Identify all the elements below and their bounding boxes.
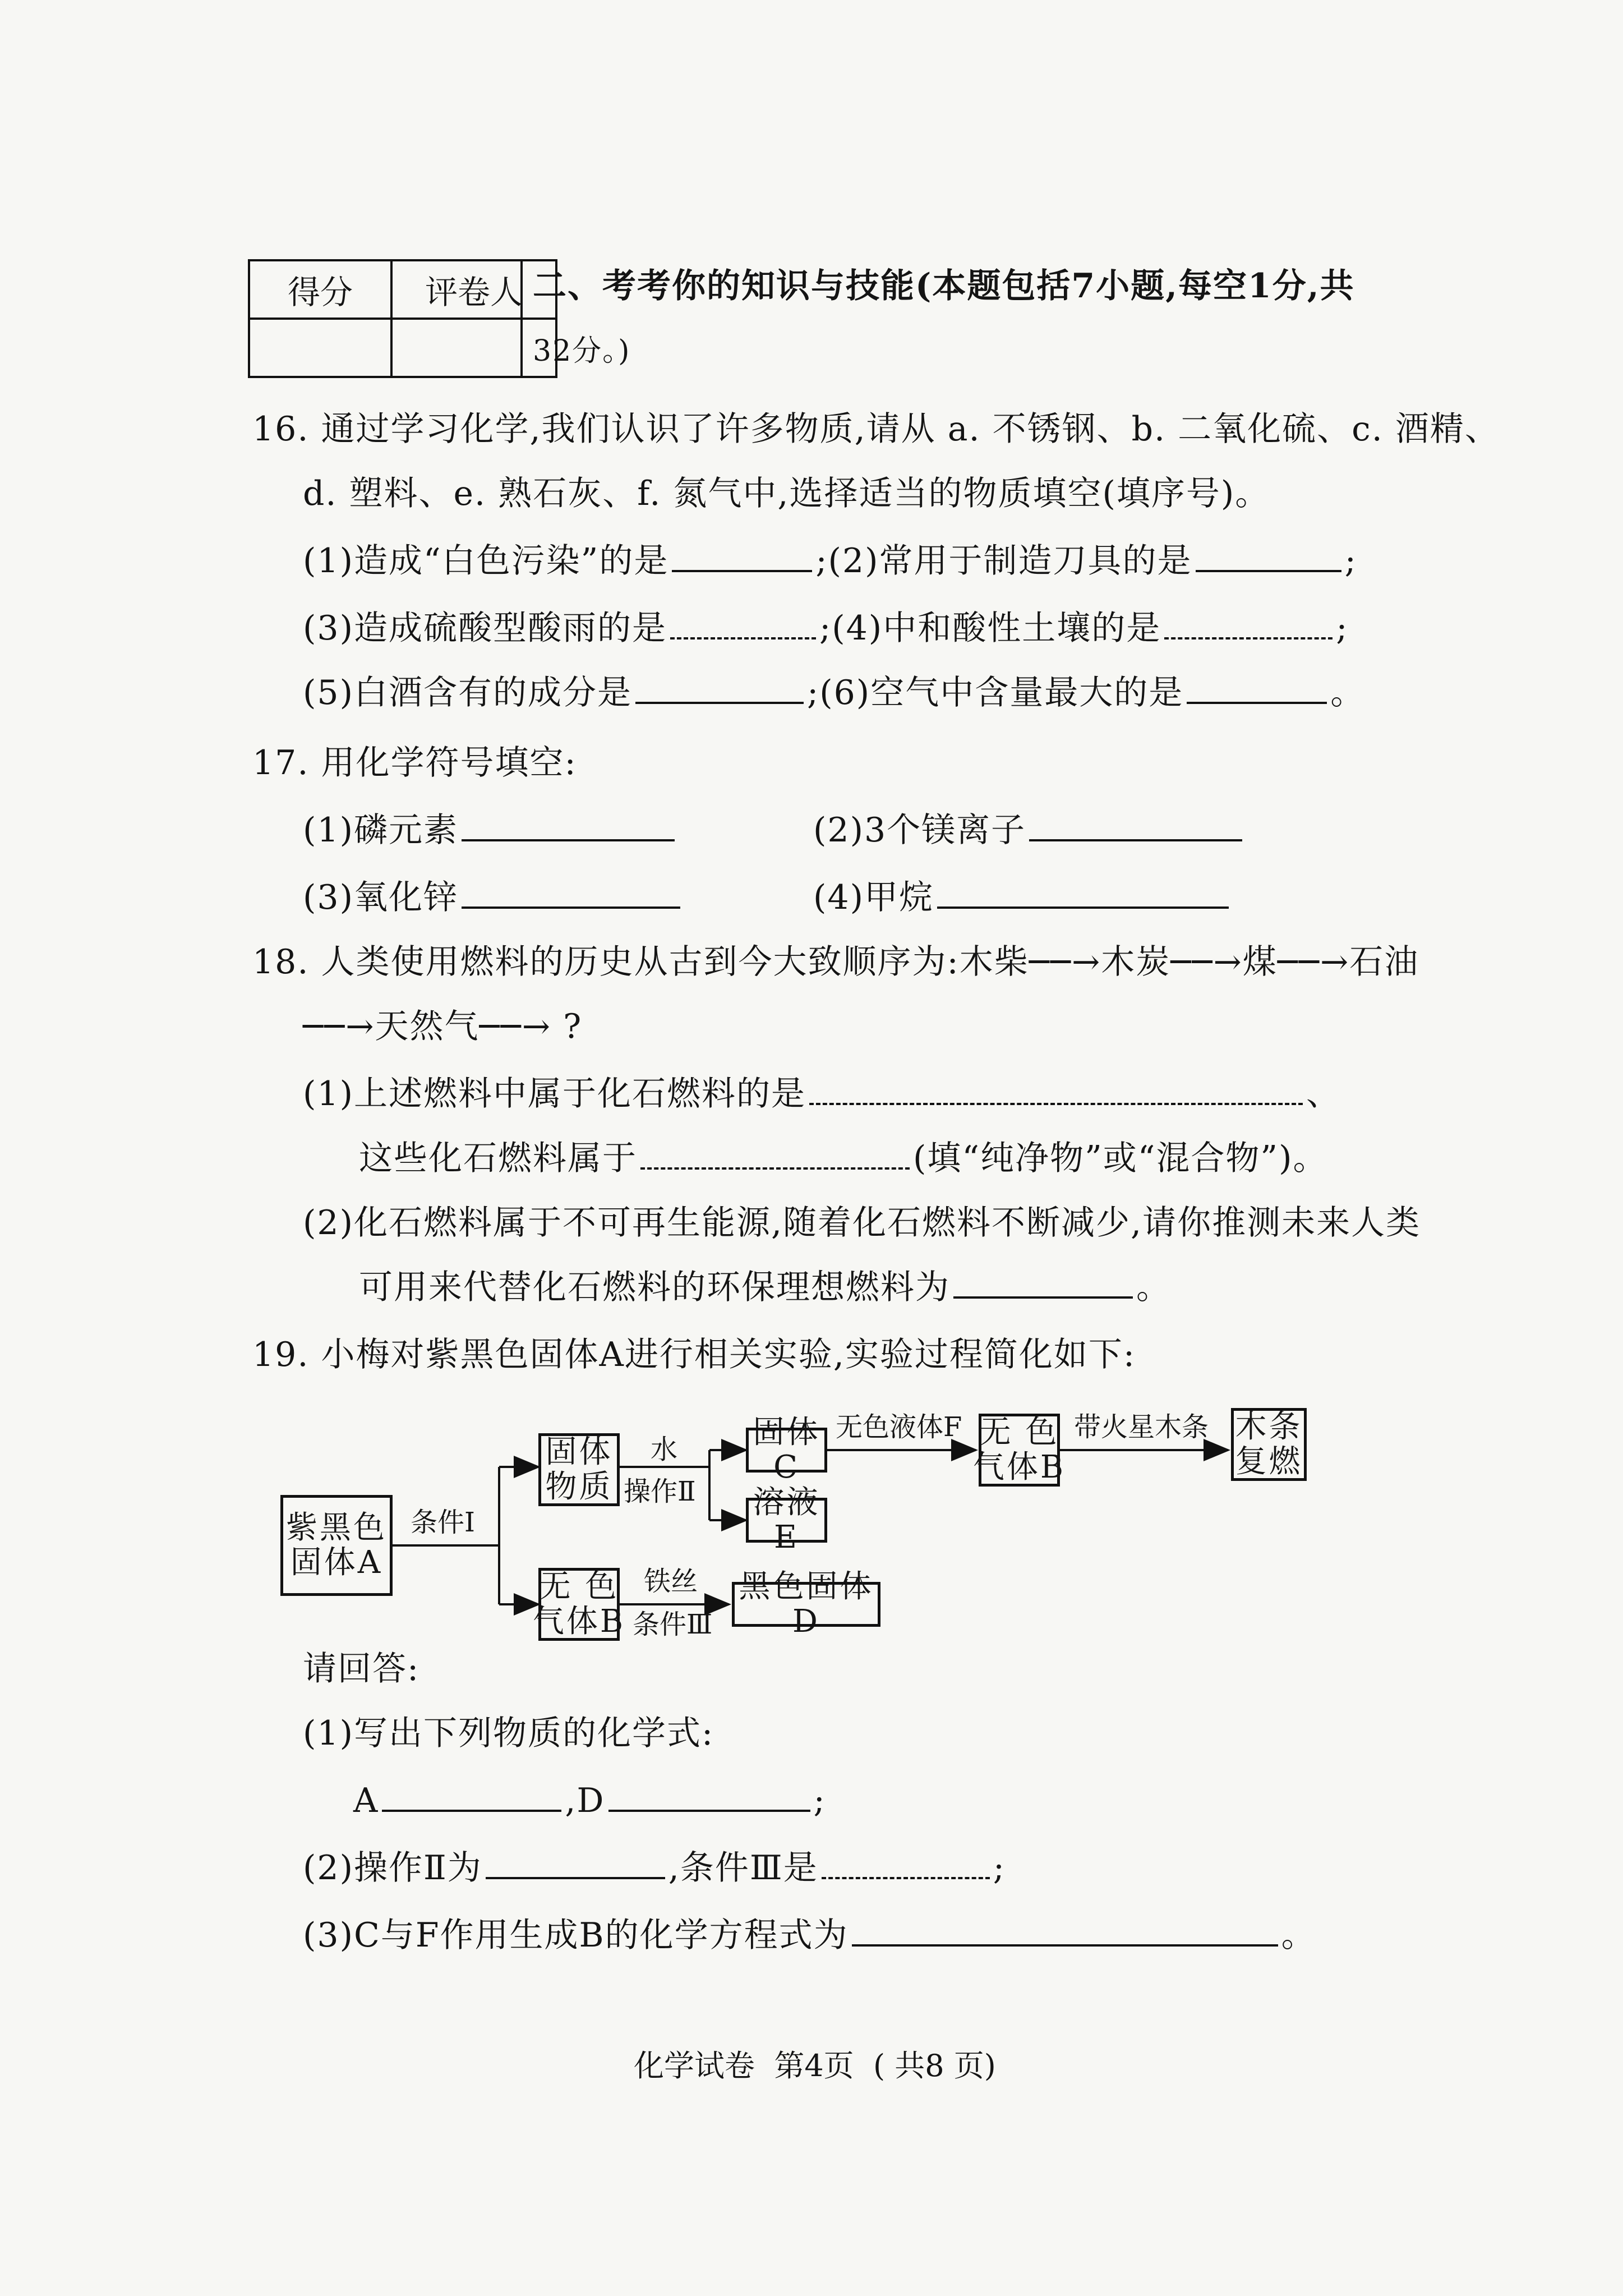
q19-part2a: (2)操作Ⅱ为: [303, 1848, 482, 1888]
flow-box-relight: 木条 复燃: [1231, 1408, 1307, 1481]
flow-box-b-top: 无 色 气体B: [972, 1414, 1066, 1485]
answer-blank[interactable]: [852, 1940, 1278, 1947]
section-title-cont: 32分。): [533, 334, 631, 368]
q17-part1: (1)磷元素: [303, 811, 458, 850]
q16-part6: ;(6)空气中含量最大的是: [807, 673, 1184, 712]
flow-label-spark: 带火星木条: [1074, 1411, 1209, 1443]
punct: ;: [813, 1781, 826, 1820]
q19-part2b: ,条件Ⅲ是: [668, 1848, 818, 1888]
flow-label-cond3: 条件Ⅲ: [633, 1609, 713, 1640]
q17-part2: (2)3个镁离子: [813, 811, 1026, 850]
q18-stem: 18. 人类使用燃料的历史从古到今大致顺序为:木柴──→木炭──→煤──→石油: [252, 942, 1419, 982]
punct: 。: [1136, 1268, 1171, 1307]
q17-part3: (3)氧化锌: [303, 878, 458, 917]
punct: 、: [1306, 1074, 1341, 1114]
answer-blank[interactable]: [382, 1805, 561, 1812]
q19-d-label: ,D: [565, 1781, 605, 1820]
q16-part3: (3)造成硫酸型酸雨的是: [303, 609, 667, 648]
flow-label-f: 无色液体F: [836, 1411, 962, 1443]
q16-stem: 16. 通过学习化学,我们认识了许多物质,请从 a. 不锈钢、b. 二氧化硫、c. 酒精、: [252, 409, 1500, 449]
q18-row2: (2)化石燃料属于不可再生能源,随着化石燃料不断减少,请你推测未来人类: [303, 1203, 1421, 1243]
punct: ;: [993, 1848, 1006, 1888]
q19-part1: (1)写出下列物质的化学式:: [303, 1714, 714, 1753]
section-title: 二、考考你的知识与技能(本题包括7小题,每空1分,共: [533, 266, 1355, 306]
punct: 。: [1330, 673, 1366, 712]
flow-box-d: 黑色固体D: [732, 1582, 880, 1627]
flow-label-water: 水: [651, 1434, 678, 1465]
grader-header: 评卷人: [391, 260, 556, 319]
punct: 。: [1281, 1916, 1316, 1955]
page-footer: 化学试卷 第4页 ( 共8 页): [634, 2048, 996, 2083]
q19-stem: 19. 小梅对紫黑色固体A进行相关实验,实验过程简化如下:: [252, 1335, 1136, 1374]
answer-blank[interactable]: [486, 1872, 665, 1879]
punct: ;: [1336, 609, 1349, 648]
punct: ;: [1344, 541, 1357, 581]
flow-box-b-bottom: 无 色 气体B: [532, 1568, 626, 1640]
score-header: 得分: [249, 260, 391, 319]
q16-part5: (5)白酒含有的成分是: [303, 673, 632, 712]
q19-part3: (3)C与F作用生成B的化学方程式为: [303, 1916, 849, 1955]
flow-box-e: 溶液E: [746, 1498, 827, 1543]
answer-blank[interactable]: [608, 1805, 810, 1812]
q18-part1: (1)上述燃料中属于化石燃料的是: [303, 1074, 806, 1114]
q16-part2: ;(2)常用于制造刀具的是: [815, 541, 1192, 581]
q16-part4: ;(4)中和酸性土壤的是: [819, 609, 1161, 648]
q16-part1: (1)造成“白色污染”的是: [303, 541, 669, 581]
q19-ask: 请回答:: [303, 1649, 420, 1688]
answer-blank[interactable]: [822, 1872, 990, 1879]
q19-row-ad: [353, 1781, 826, 1820]
flow-box-c: 固体C: [746, 1428, 827, 1473]
q17-stem: 17. 用化学符号填空:: [252, 743, 577, 783]
flow-label-cond1: 条件Ⅰ: [411, 1507, 475, 1538]
q18-part1b: 这些化石燃料属于: [359, 1139, 637, 1178]
q19-row3: [303, 1916, 1316, 1955]
q17-part4: (4)甲烷: [813, 878, 934, 917]
q18-part2b: 可用来代替化石燃料的环保理想燃料为: [359, 1268, 950, 1307]
flow-box-a: 紫黑色 固体A: [280, 1495, 393, 1596]
q18-part1c: (填“纯净物”或“混合物”)。: [913, 1139, 1328, 1178]
flow-box-solid: 固体 物质: [538, 1433, 620, 1506]
q18-stem-cont: ──→天然气──→ ?: [303, 1007, 583, 1046]
q19-a-label: A: [353, 1781, 379, 1820]
q16-stem-cont: d. 塑料、e. 熟石灰、f. 氮气中,选择适当的物质填空(填序号)。: [303, 474, 1270, 513]
flow-label-iron: 铁丝: [644, 1566, 698, 1597]
flow-label-op2: 操作Ⅱ: [624, 1476, 696, 1507]
q19-row2: [303, 1848, 1006, 1888]
